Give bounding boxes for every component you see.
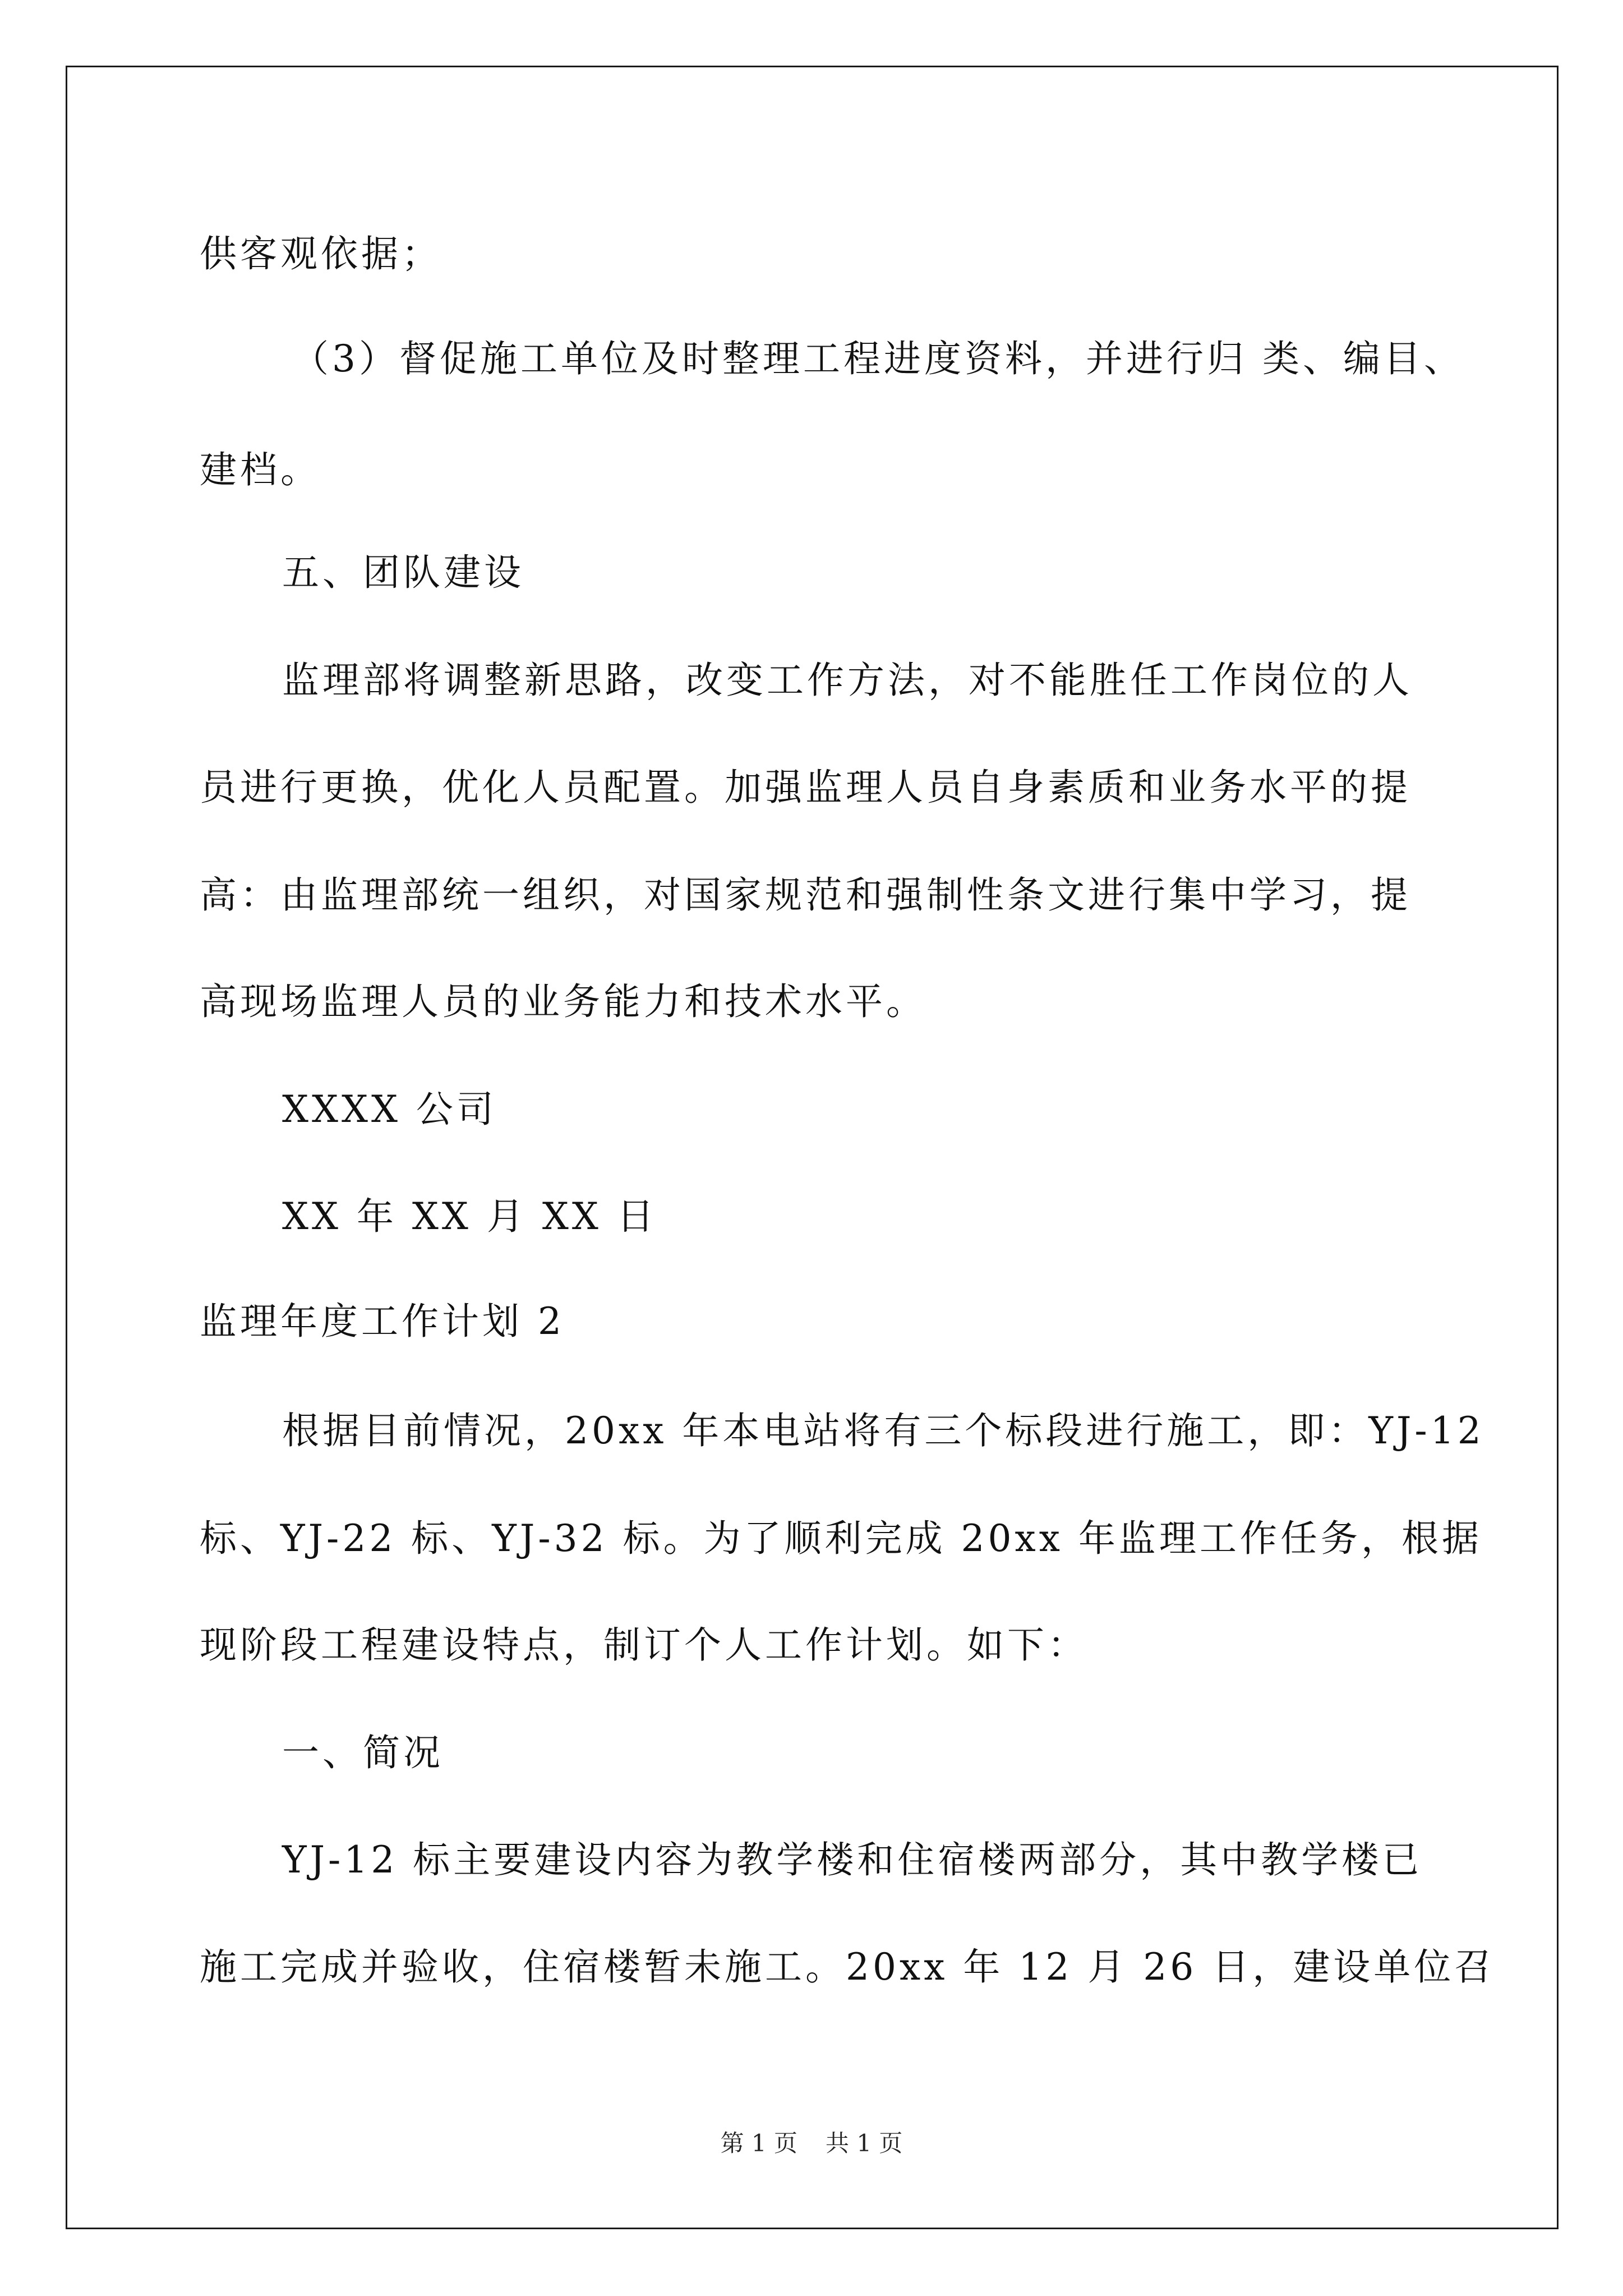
text-line-13: 标、YJ-22 标、YJ-32 标。为了顺利完成 20xx 年监理工作任务，根据 <box>200 1517 1482 1560</box>
text-line-3: 建档。 <box>200 448 321 491</box>
text-line-1: 供客观依据； <box>200 232 442 275</box>
text-line-16: YJ-12 标主要建设内容为教学楼和住宿楼两部分，其中教学楼已 <box>282 1838 1423 1881</box>
section-heading-team: 五、团队建设 <box>282 551 524 594</box>
company-signature: XXXX 公司 <box>282 1088 497 1131</box>
text-line-7: 高：由监理部统一组织，对国家规范和强制性条文进行集中学习，提 <box>200 873 1411 917</box>
page-number: 第 1 页 <box>720 2129 797 2157</box>
document-title: 监理年度工作计划 2 <box>200 1300 565 1343</box>
page-border <box>66 66 1559 2229</box>
section-heading-overview: 一、简况 <box>282 1731 444 1774</box>
page-footer <box>0 2129 1623 2157</box>
text-line-17: 施工完成并验收，住宿楼暂未施工。20xx 年 12 月 26 日，建设单位召 <box>200 1945 1495 1989</box>
text-line-5: 监理部将调整新思路，改变工作方法，对不能胜任工作岗位的人 <box>282 659 1413 702</box>
text-line-6: 员进行更换，优化人员配置。加强监理人员自身素质和业务水平的提 <box>200 766 1411 809</box>
text-line-12: 根据目前情况，20xx 年本电站将有三个标段进行施工，即：YJ-12 <box>282 1409 1484 1452</box>
signature-date: XX 年 XX 月 XX 日 <box>282 1195 657 1238</box>
text-line-8: 高现场监理人员的业务能力和技术水平。 <box>200 980 926 1023</box>
text-line-14: 现阶段工程建设特点，制订个人工作计划。如下： <box>200 1623 1088 1667</box>
page-total: 共 1 页 <box>826 2129 903 2157</box>
text-line-2: （3）督促施工单位及时整理工程进度资料，并进行归 类、编目、 <box>292 337 1464 380</box>
